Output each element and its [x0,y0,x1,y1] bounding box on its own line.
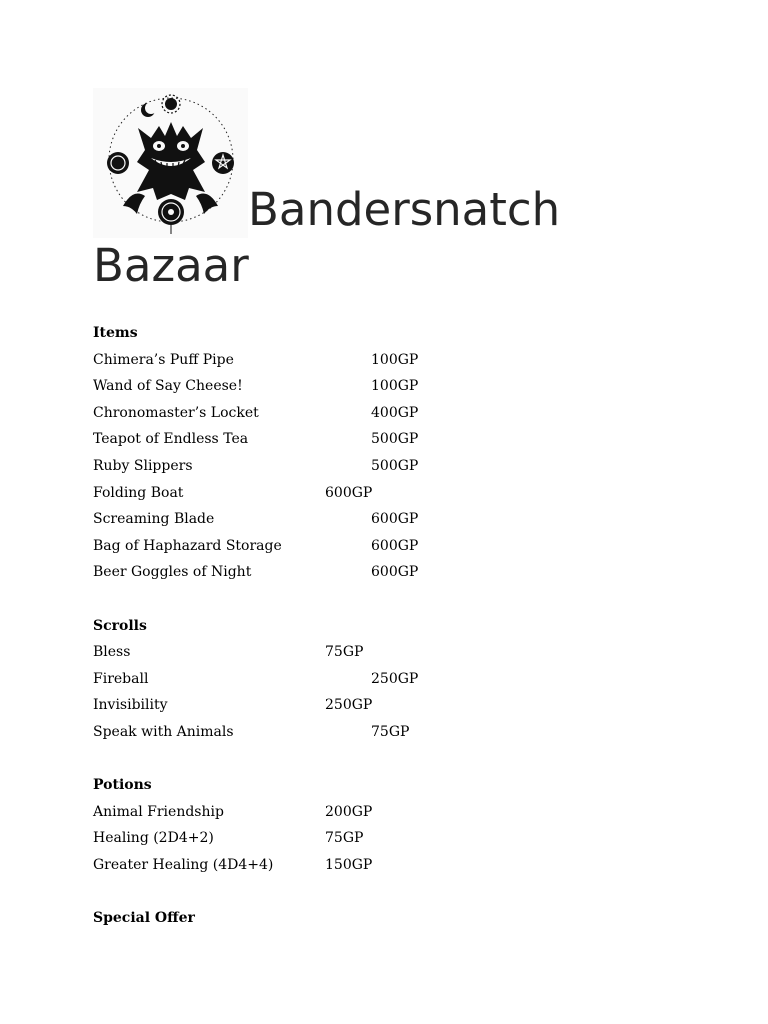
item-name: Chronomaster’s Locket [93,404,259,421]
section-items [93,320,693,613]
list-item [93,666,693,693]
item-name: Animal Friendship [93,803,224,820]
title-line-2: Bazaar [93,239,249,292]
list-item [93,400,693,427]
item-name: Bless [93,644,131,661]
item-name: Wand of Say Cheese! [93,378,243,395]
section-spacer [93,746,693,773]
item-name: Screaming Blade [93,511,215,528]
list-item [93,453,693,480]
item-price: 75GP [371,723,410,740]
list-item [93,559,693,586]
item-name: Invisibility [93,697,168,714]
title-line-1: Bandersnatch [248,183,561,236]
item-price: 600GP [325,484,373,501]
item-price: 75GP [325,644,364,661]
list-item [93,639,693,666]
section-potions [93,772,693,905]
item-name: Fireball [93,670,149,687]
item-name: Healing (2D4+2) [93,830,214,847]
section-heading: Scrolls [93,617,147,634]
item-price: 500GP [371,457,419,474]
page-title [93,88,693,294]
item-name: Bag of Haphazard Storage [93,537,282,554]
section-heading: Items [93,325,138,341]
item-price: 250GP [325,697,373,714]
list-item [93,692,693,719]
item-name: Folding Boat [93,484,184,501]
list-item [93,373,693,400]
section-heading: Special Offer [93,910,195,927]
item-price: 600GP [371,564,419,581]
item-price: 100GP [371,351,419,368]
item-name: Greater Healing (4D4+4) [93,856,274,873]
list-item [93,825,693,852]
item-price: 75GP [325,830,364,847]
price-list [93,320,693,932]
list-item [93,852,693,879]
item-price: 600GP [371,537,419,554]
item-price: 150GP [325,856,373,873]
item-price: 500GP [371,431,419,448]
list-item [93,799,693,826]
item-name: Teapot of Endless Tea [93,431,249,448]
section-heading: Potions [93,777,152,794]
list-item [93,719,693,746]
list-item [93,533,693,560]
item-price: 600GP [371,511,419,528]
item-name: Ruby Slippers [93,457,193,474]
list-item [93,480,693,507]
item-price: 250GP [371,670,419,687]
section-spacer [93,878,693,905]
section-scrolls [93,613,693,773]
item-price: 400GP [371,404,419,421]
document-page [93,88,693,932]
list-item [93,347,693,374]
section-special-offer [93,905,693,932]
list-item [93,506,693,533]
item-price: 200GP [325,803,373,820]
item-name: Chimera’s Puff Pipe [93,351,234,368]
item-price: 100GP [371,378,419,395]
list-item [93,426,693,453]
item-name: Beer Goggles of Night [93,564,252,581]
item-name: Speak with Animals [93,723,234,740]
section-spacer [93,586,693,613]
bandersnatch-logo-icon [93,88,248,238]
